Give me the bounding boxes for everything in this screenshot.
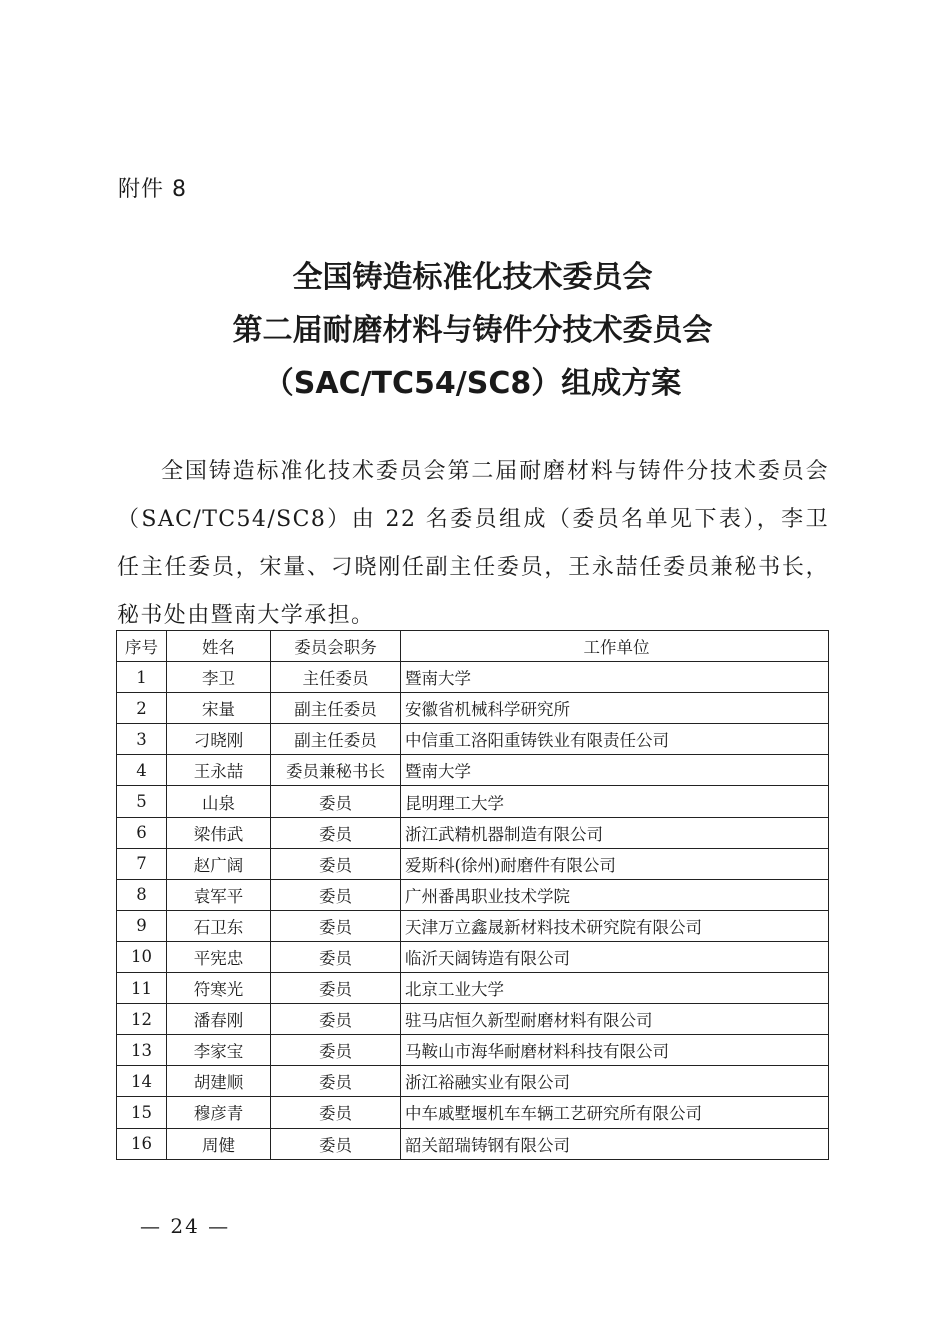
cell-name: 周健 xyxy=(167,1128,271,1159)
cell-role: 副主任委员 xyxy=(271,724,401,755)
header-role: 委员会职务 xyxy=(271,631,401,662)
cell-org: 中车戚墅堰机车车辆工艺研究所有限公司 xyxy=(401,1097,829,1128)
cell-name: 穆彦青 xyxy=(167,1097,271,1128)
table-row xyxy=(117,693,829,724)
cell-no: 1 xyxy=(117,662,167,693)
cell-role: 委员 xyxy=(271,817,401,848)
cell-org: 驻马店恒久新型耐磨材料有限公司 xyxy=(401,1004,829,1035)
header-name: 姓名 xyxy=(167,631,271,662)
cell-org: 韶关韶瑞铸钢有限公司 xyxy=(401,1128,829,1159)
title-line-2: 第二届耐磨材料与铸件分技术委员会 xyxy=(232,313,713,348)
cell-role: 主任委员 xyxy=(271,662,401,693)
cell-no: 12 xyxy=(117,1004,167,1035)
cell-org: 浙江武精机器制造有限公司 xyxy=(401,817,829,848)
cell-role: 委员 xyxy=(271,1004,401,1035)
header-no: 序号 xyxy=(117,631,167,662)
title-line-1: 全国铸造标准化技术委员会 xyxy=(292,260,653,295)
cell-name: 宋量 xyxy=(167,693,271,724)
cell-role: 委员 xyxy=(271,910,401,941)
cell-role: 委员 xyxy=(271,848,401,879)
cell-name: 王永喆 xyxy=(167,755,271,786)
table-body xyxy=(117,662,829,1160)
cell-org: 天津万立鑫晟新材料技术研究院有限公司 xyxy=(401,910,829,941)
cell-role: 委员 xyxy=(271,1128,401,1159)
table-row xyxy=(117,1066,829,1097)
cell-no: 7 xyxy=(117,848,167,879)
cell-no: 6 xyxy=(117,817,167,848)
table-row xyxy=(117,786,829,817)
cell-no: 13 xyxy=(117,1035,167,1066)
table-row xyxy=(117,1097,829,1128)
cell-name: 梁伟武 xyxy=(167,817,271,848)
attachment-label: 附件 8 xyxy=(118,177,187,202)
cell-org: 马鞍山市海华耐磨材料科技有限公司 xyxy=(401,1035,829,1066)
intro-paragraph: 全国铸造标准化技术委员会第二届耐磨材料与铸件分技术委员会（SAC/TC54/SC8）由 22 名委员组成（委员名单见下表），李卫任主任委员，宋量、刁晓刚任副主任委员，王永喆任委员兼秘书长，秘书处由暨南大学承担。 xyxy=(117,459,829,628)
page-number: — 24 — xyxy=(140,1214,231,1238)
cell-org: 昆明理工大学 xyxy=(401,786,829,817)
cell-no: 16 xyxy=(117,1128,167,1159)
cell-name: 赵广阔 xyxy=(167,848,271,879)
cell-org: 爱斯科(徐州)耐磨件有限公司 xyxy=(401,848,829,879)
header-org: 工作单位 xyxy=(401,631,829,662)
cell-role: 委员兼秘书长 xyxy=(271,755,401,786)
cell-org: 安徽省机械科学研究所 xyxy=(401,693,829,724)
cell-role: 委员 xyxy=(271,1066,401,1097)
cell-role: 委员 xyxy=(271,1097,401,1128)
table-row xyxy=(117,973,829,1004)
table-row xyxy=(117,941,829,972)
table-row xyxy=(117,879,829,910)
cell-org: 中信重工洛阳重铸铁业有限责任公司 xyxy=(401,724,829,755)
cell-no: 5 xyxy=(117,786,167,817)
cell-org: 广州番禺职业技术学院 xyxy=(401,879,829,910)
cell-no: 15 xyxy=(117,1097,167,1128)
cell-name: 李卫 xyxy=(167,662,271,693)
cell-name: 刁晓刚 xyxy=(167,724,271,755)
cell-org: 暨南大学 xyxy=(401,662,829,693)
table-row xyxy=(117,817,829,848)
cell-role: 委员 xyxy=(271,879,401,910)
cell-org: 北京工业大学 xyxy=(401,973,829,1004)
cell-role: 委员 xyxy=(271,973,401,1004)
cell-no: 3 xyxy=(117,724,167,755)
table-row xyxy=(117,1004,829,1035)
cell-name: 山泉 xyxy=(167,786,271,817)
table-row xyxy=(117,662,829,693)
cell-name: 符寒光 xyxy=(167,973,271,1004)
cell-no: 14 xyxy=(117,1066,167,1097)
cell-name: 袁军平 xyxy=(167,879,271,910)
table-row xyxy=(117,1035,829,1066)
cell-no: 4 xyxy=(117,755,167,786)
cell-no: 10 xyxy=(117,941,167,972)
cell-org: 浙江裕融实业有限公司 xyxy=(401,1066,829,1097)
table-row xyxy=(117,1128,829,1159)
cell-role: 委员 xyxy=(271,1035,401,1066)
table-row xyxy=(117,724,829,755)
cell-org: 暨南大学 xyxy=(401,755,829,786)
table-row xyxy=(117,755,829,786)
table-row xyxy=(117,910,829,941)
cell-name: 平宪忠 xyxy=(167,941,271,972)
cell-no: 8 xyxy=(117,879,167,910)
cell-name: 胡建顺 xyxy=(167,1066,271,1097)
cell-name: 李家宝 xyxy=(167,1035,271,1066)
cell-org: 临沂天阔铸造有限公司 xyxy=(401,941,829,972)
title-line-3: （SAC/TC54/SC8）组成方案 xyxy=(263,366,682,401)
table-row xyxy=(117,848,829,879)
cell-role: 副主任委员 xyxy=(271,693,401,724)
cell-no: 11 xyxy=(117,973,167,1004)
cell-name: 石卫东 xyxy=(167,910,271,941)
cell-role: 委员 xyxy=(271,786,401,817)
cell-no: 9 xyxy=(117,910,167,941)
cell-no: 2 xyxy=(117,693,167,724)
table-header-row xyxy=(117,631,829,662)
cell-name: 潘春刚 xyxy=(167,1004,271,1035)
cell-role: 委员 xyxy=(271,941,401,972)
member-table xyxy=(116,630,829,1160)
